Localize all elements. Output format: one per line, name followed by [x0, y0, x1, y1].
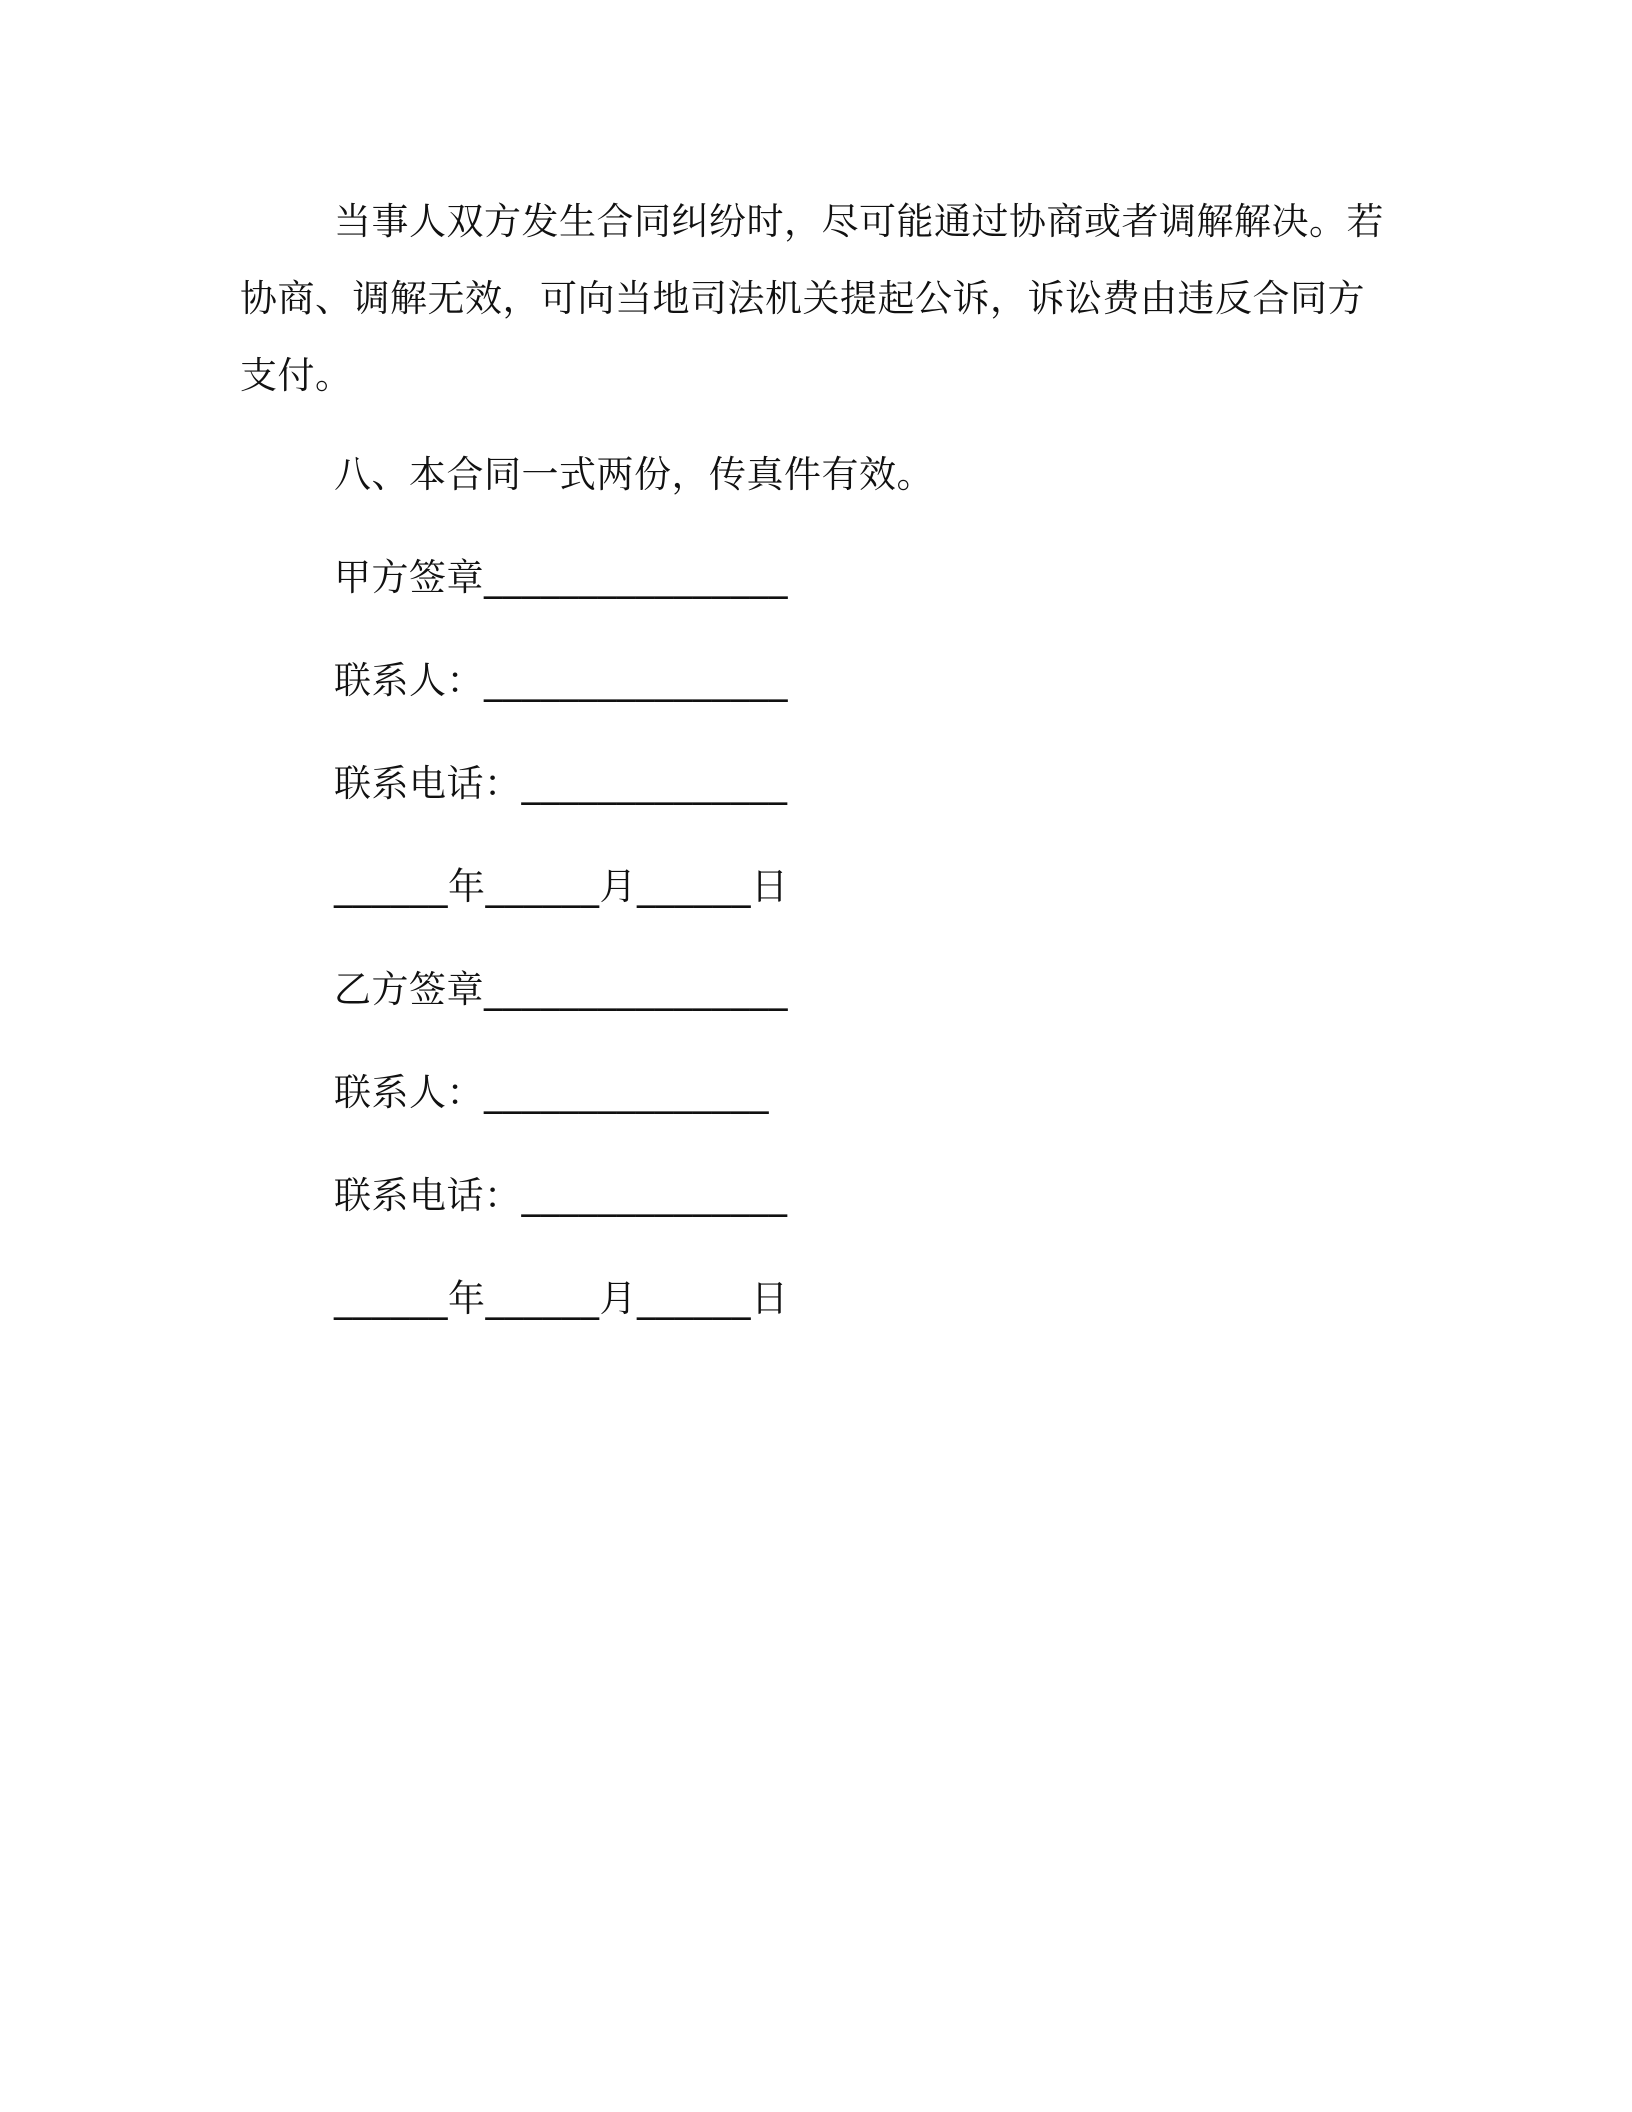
party-a-phone-field: 联系电话：______________	[334, 762, 788, 805]
party-a-contact-field: 联系人：________________	[334, 659, 788, 702]
party-b-date-field: ______年______月______日	[334, 1277, 789, 1320]
dispute-resolution-paragraph: 当事人双方发生合同纠纷时，尽可能通过协商或者调解解决。若协商、调解无效，可向当地司法机关提起公诉，诉讼费由违反合同方支付。	[240, 200, 1384, 397]
clause-eight: 八、本合同一式两份，传真件有效。	[334, 453, 934, 496]
party-b-signature-field: 乙方签章________________	[334, 968, 788, 1011]
party-a-signature-field: 甲方签章________________	[334, 556, 788, 599]
party-a-date-field: ______年______月______日	[334, 865, 789, 908]
party-b-contact-field: 联系人：_______________	[334, 1071, 769, 1114]
party-b-phone-field: 联系电话：______________	[334, 1174, 788, 1217]
